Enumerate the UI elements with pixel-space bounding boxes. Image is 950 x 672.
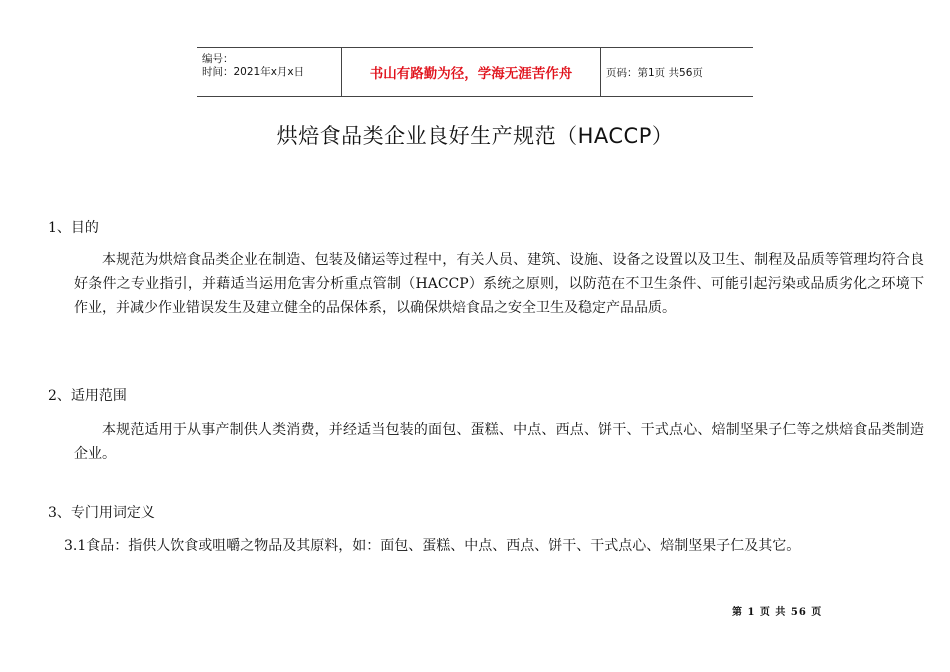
number-label: 编号： [202,53,234,65]
page-info-text: 页码：第1页 共56页 [606,66,703,79]
section-heading-purpose: 1、目的 [48,220,99,236]
section-heading-definitions: 3、专门用词定义 [48,505,155,521]
document-header [197,47,753,97]
motto-text: 书山有路勤为径，学海无涯苦作舟 [369,66,573,82]
page-info-cell [601,48,753,96]
document-title: 烘焙食品类企业良好生产规范（HACCP） [276,124,674,148]
section-body-purpose: 本规范为烘焙食品类企业在制造、包装及储运等过程中，有关人员、建筑、设施、设备之设置以及卫生、制程及品质等管理均符合良好条件之专业指引，并藉适当运用危害分析重点管制（HACCP）系统之原则，以防范在不卫生条件、可能引起污染或品质劣化之环境下作业，并减少作业错误发生及建立健全的品保体系，以确保烘焙食品之安全卫生及稳定产品品质。 [74,252,924,316]
time-label: 时间：2021年x月x日 [202,66,305,78]
definition-item-food: 3.1食品：指供人饮食或咀嚼之物品及其原料，如：面包、蛋糕、中点、西点、饼干、干式点心、焙制坚果子仁及其它。 [64,538,801,554]
section-heading-scope: 2、适用范围 [48,388,127,404]
section-body-scope: 本规范适用于从事产制供人类消费，并经适当包装的面包、蛋糕、中点、西点、饼干、干式点心、焙制坚果子仁等之烘焙食品类制造企业。 [74,422,924,462]
header-meta-cell [197,48,341,96]
motto-cell [341,48,601,96]
page-footer: 第 1 页 共 56 页 [732,607,823,618]
